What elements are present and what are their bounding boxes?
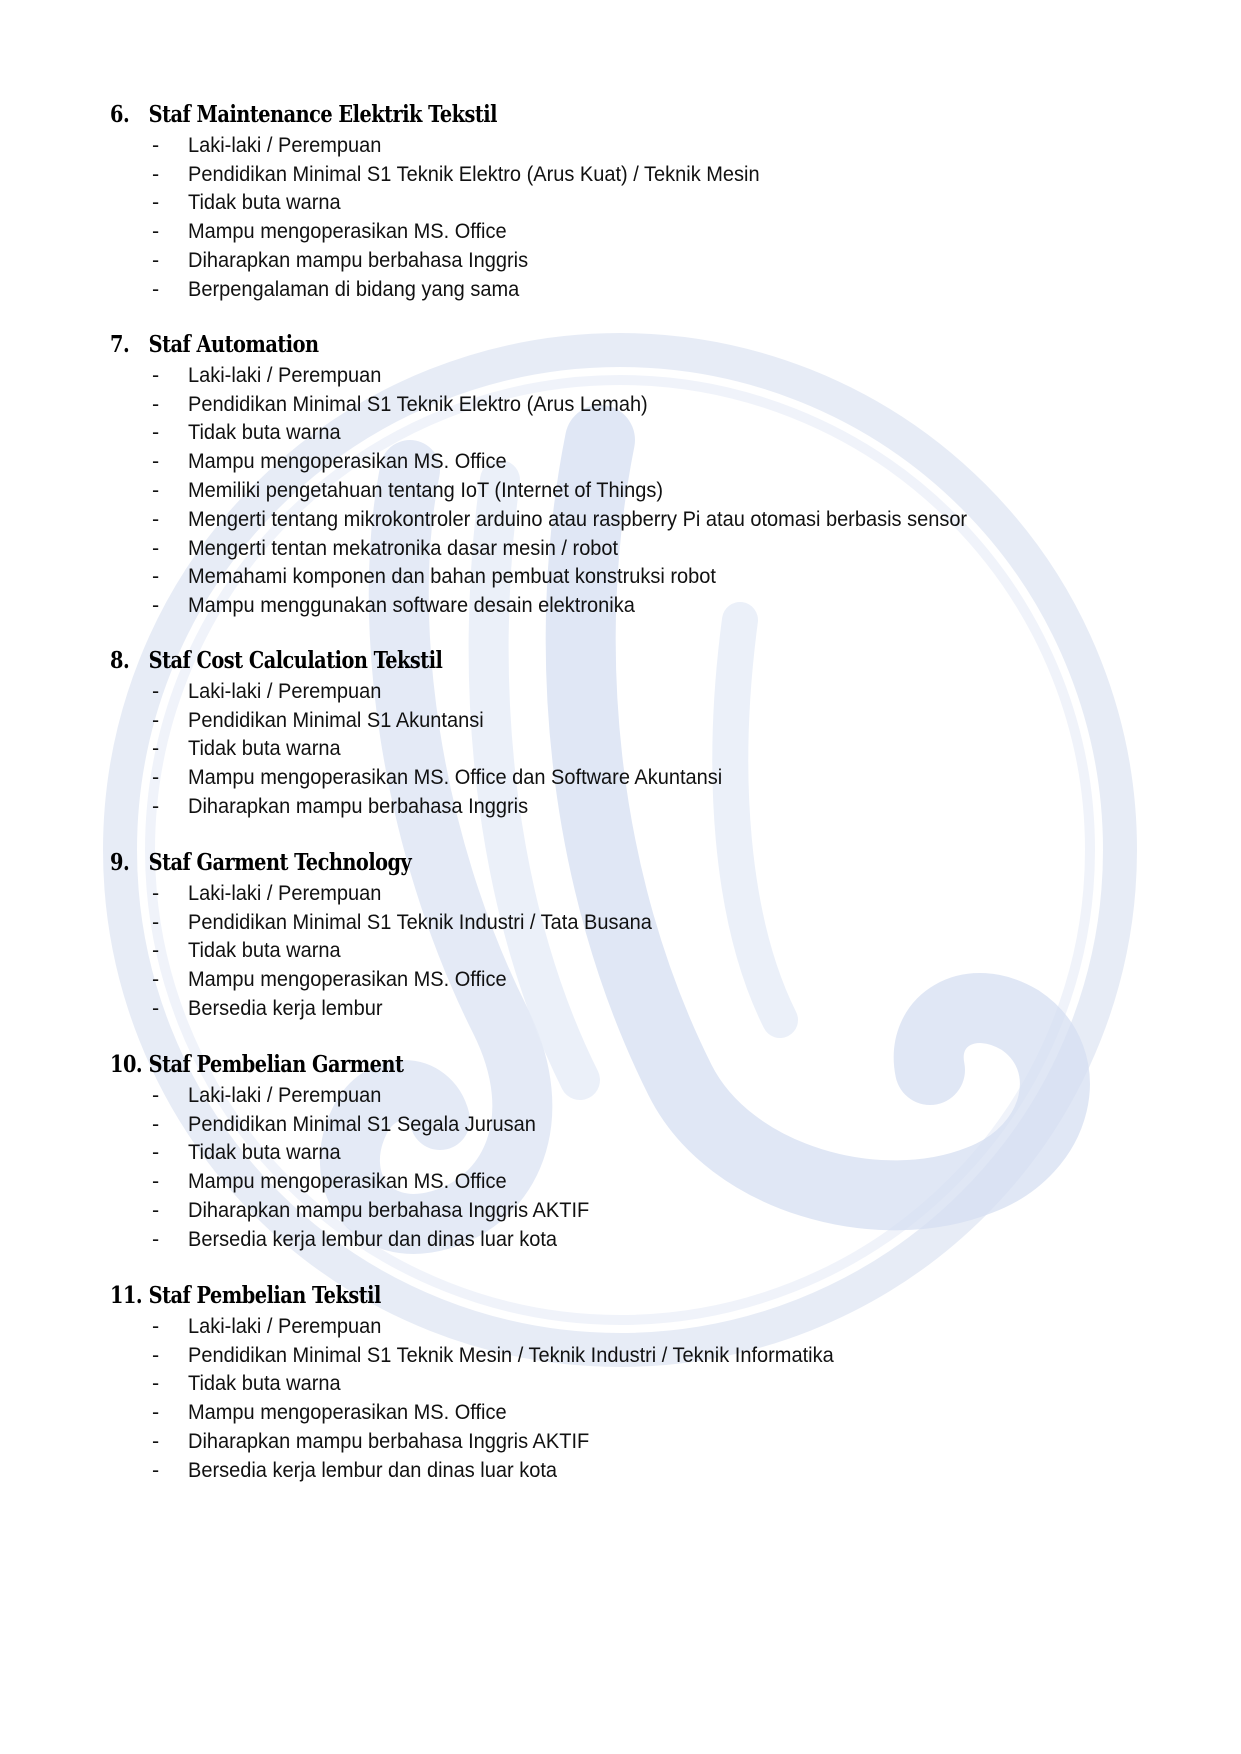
requirement-text: Tidak buta warna [188, 736, 341, 761]
bullet-dash: - [152, 161, 160, 186]
section-number: 6. [110, 101, 130, 128]
requirement-text: Berpengalaman di bidang yang sama [188, 276, 520, 301]
requirement-item [110, 1196, 1140, 1225]
bullet-dash: - [152, 1371, 160, 1396]
section-number: 9. [110, 849, 130, 876]
bullet-dash: - [152, 909, 160, 934]
requirement-item [110, 1341, 1140, 1370]
section-title-text: Staf Automation [148, 331, 319, 358]
requirement-text: Mampu mengoperasikan MS. Office [188, 1169, 507, 1194]
section-number: 8. [110, 647, 130, 674]
requirement-item [110, 246, 1140, 275]
job-title [110, 647, 975, 677]
requirement-item [110, 1167, 1140, 1196]
requirement-text: Laki-laki / Perempuan [188, 1313, 382, 1338]
bullet-dash: - [152, 1082, 160, 1107]
bullet-dash: - [152, 1342, 160, 1367]
requirement-list [110, 677, 1140, 821]
requirement-text: Diharapkan mampu berbahasa Inggris AKTIF [188, 1198, 590, 1223]
requirement-item [110, 965, 1140, 994]
requirement-item [110, 1110, 1140, 1139]
requirement-text: Pendidikan Minimal S1 Teknik Industri / Tata Busana [188, 909, 652, 934]
bullet-dash: - [152, 1313, 160, 1338]
section-title-text: Staf Cost Calculation Tekstil [148, 647, 443, 674]
requirement-text: Mampu mengoperasikan MS. Office [188, 967, 507, 992]
job-title [110, 849, 975, 879]
bullet-dash: - [152, 535, 160, 560]
bullet-dash: - [152, 593, 160, 618]
bullet-dash: - [152, 449, 160, 474]
job-title [110, 1282, 975, 1312]
requirement-text: Laki-laki / Perempuan [188, 678, 382, 703]
job-title [110, 1051, 975, 1081]
requirement-item [110, 419, 1140, 448]
section-title-text: Staf Garment Technology [148, 849, 412, 876]
requirement-text: Bersedia kerja lembur [188, 996, 383, 1021]
requirement-text: Mengerti tentang mikrokontroler arduino atau raspberry Pi atau otomasi berbasis sensor [188, 506, 968, 531]
requirement-item [110, 390, 1140, 419]
requirement-item [110, 591, 1140, 620]
bullet-dash: - [152, 1226, 160, 1251]
requirement-item [110, 908, 1140, 937]
bullet-dash: - [152, 765, 160, 790]
requirement-item [110, 275, 1140, 304]
requirement-item [110, 763, 1140, 792]
bullet-dash: - [152, 996, 160, 1021]
bullet-dash: - [152, 564, 160, 589]
requirement-item [110, 1427, 1140, 1456]
bullet-dash: - [152, 1457, 160, 1482]
section-title-text: Staf Pembelian Tekstil [148, 1282, 381, 1309]
requirement-item [110, 361, 1140, 390]
bullet-dash: - [152, 1111, 160, 1136]
requirement-text: Mampu mengoperasikan MS. Office [188, 219, 507, 244]
section-title-text: Staf Pembelian Garment [148, 1051, 404, 1078]
requirement-item [110, 160, 1140, 189]
requirement-text: Tidak buta warna [188, 1371, 341, 1396]
requirement-text: Bersedia kerja lembur dan dinas luar kota [188, 1226, 558, 1251]
job-section [110, 647, 1140, 821]
requirement-text: Pendidikan Minimal S1 Akuntansi [188, 707, 484, 732]
job-section [110, 331, 1140, 620]
requirement-text: Laki-laki / Perempuan [188, 132, 382, 157]
bullet-dash: - [152, 506, 160, 531]
bullet-dash: - [152, 420, 160, 445]
job-title [110, 331, 975, 361]
requirement-item [110, 994, 1140, 1023]
requirement-item [110, 1225, 1140, 1254]
requirement-text: Laki-laki / Perempuan [188, 880, 382, 905]
section-number: 11. [110, 1282, 143, 1309]
requirement-item [110, 476, 1140, 505]
job-title [110, 101, 975, 131]
section-number: 10. [110, 1051, 143, 1078]
requirement-item [110, 1139, 1140, 1168]
requirement-item [110, 563, 1140, 592]
section-number: 7. [110, 331, 130, 358]
requirement-list [110, 1081, 1140, 1254]
bullet-dash: - [152, 190, 160, 215]
bullet-dash: - [152, 678, 160, 703]
requirement-item [110, 706, 1140, 735]
requirement-item [110, 937, 1140, 966]
job-section [110, 1051, 1140, 1254]
bullet-dash: - [152, 938, 160, 963]
requirement-text: Mampu menggunakan software desain elektronika [188, 593, 635, 618]
requirement-text: Mampu mengoperasikan MS. Office [188, 1400, 507, 1425]
requirement-text: Pendidikan Minimal S1 Teknik Mesin / Teknik Industri / Teknik Informatika [188, 1342, 834, 1367]
requirement-text: Tidak buta warna [188, 1140, 341, 1165]
bullet-dash: - [152, 248, 160, 273]
bullet-dash: - [152, 967, 160, 992]
bullet-dash: - [152, 707, 160, 732]
bullet-dash: - [152, 1140, 160, 1165]
requirement-list [110, 1312, 1140, 1485]
requirement-text: Laki-laki / Perempuan [188, 1082, 382, 1107]
requirement-text: Bersedia kerja lembur dan dinas luar kota [188, 1457, 558, 1482]
bullet-dash: - [152, 391, 160, 416]
bullet-dash: - [152, 1429, 160, 1454]
requirement-text: Mengerti tentan mekatronika dasar mesin / robot [188, 535, 619, 560]
requirement-text: Diharapkan mampu berbahasa Inggris AKTIF [188, 1429, 590, 1454]
requirement-list [110, 361, 1140, 620]
requirement-item [110, 217, 1140, 246]
requirement-text: Memahami komponen dan bahan pembuat konstruksi robot [188, 564, 716, 589]
section-title-text: Staf Maintenance Elektrik Tekstil [148, 101, 497, 128]
job-section [110, 101, 1140, 304]
bullet-dash: - [152, 736, 160, 761]
requirement-text: Pendidikan Minimal S1 Segala Jurusan [188, 1111, 536, 1136]
requirement-item [110, 1398, 1140, 1427]
job-section [110, 849, 1140, 1023]
requirement-item [110, 534, 1140, 563]
requirement-text: Tidak buta warna [188, 190, 341, 215]
requirement-text: Tidak buta warna [188, 938, 341, 963]
requirement-text: Mampu mengoperasikan MS. Office [188, 449, 507, 474]
requirement-text: Mampu mengoperasikan MS. Office dan Software Akuntansi [188, 765, 723, 790]
requirement-item [110, 1370, 1140, 1399]
requirement-list [110, 879, 1140, 1023]
bullet-dash: - [152, 1198, 160, 1223]
bullet-dash: - [152, 1400, 160, 1425]
bullet-dash: - [152, 880, 160, 905]
requirement-item [110, 131, 1140, 160]
bullet-dash: - [152, 794, 160, 819]
bullet-dash: - [152, 276, 160, 301]
requirement-text: Tidak buta warna [188, 420, 341, 445]
requirement-item [110, 189, 1140, 218]
requirement-text: Memiliki pengetahuan tentang IoT (Internet of Things) [188, 478, 663, 503]
requirement-item [110, 1456, 1140, 1485]
bullet-dash: - [152, 478, 160, 503]
requirement-text: Laki-laki / Perempuan [188, 362, 382, 387]
requirement-item [110, 447, 1140, 476]
bullet-dash: - [152, 362, 160, 387]
requirement-text: Diharapkan mampu berbahasa Inggris [188, 794, 529, 819]
requirement-item [110, 1312, 1140, 1341]
bullet-dash: - [152, 1169, 160, 1194]
requirement-text: Diharapkan mampu berbahasa Inggris [188, 248, 529, 273]
requirement-item [110, 505, 1140, 534]
requirement-item [110, 792, 1140, 821]
bullet-dash: - [152, 132, 160, 157]
requirement-item [110, 879, 1140, 908]
requirement-list [110, 131, 1140, 304]
requirement-text: Pendidikan Minimal S1 Teknik Elektro (Arus Lemah) [188, 391, 648, 416]
job-section [110, 1282, 1140, 1485]
requirement-text: Pendidikan Minimal S1 Teknik Elektro (Arus Kuat) / Teknik Mesin [188, 161, 760, 186]
requirement-item [110, 1081, 1140, 1110]
bullet-dash: - [152, 219, 160, 244]
requirement-item [110, 735, 1140, 764]
requirement-item [110, 677, 1140, 706]
